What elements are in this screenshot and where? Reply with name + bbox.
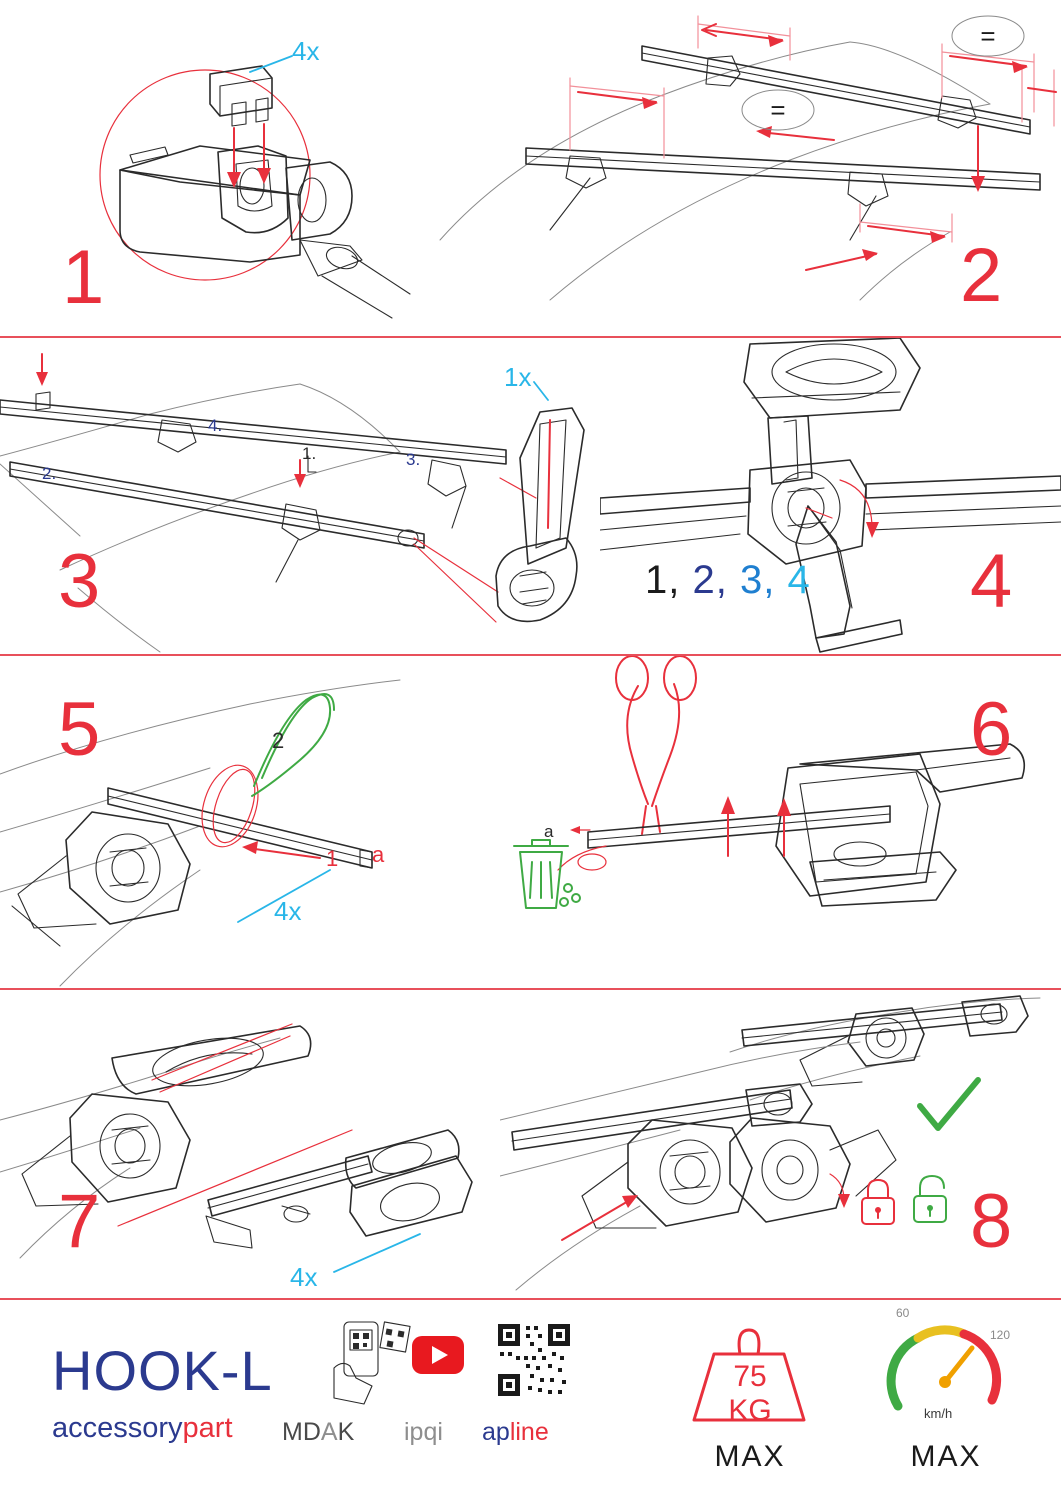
step-1-panel — [0, 0, 430, 336]
partner-mdak-c: K — [337, 1418, 355, 1446]
partner-mdak-b: A — [320, 1418, 338, 1446]
step-1-qty-label: 4x — [292, 36, 320, 66]
partner-mdak-a: MD — [282, 1418, 321, 1446]
svg-text:=: = — [980, 21, 996, 51]
step-4-sequence — [645, 558, 811, 603]
step-1-number: 1 — [62, 235, 103, 320]
qr-code-icon[interactable] — [496, 1322, 572, 1398]
tagline-accessory: accessory — [52, 1412, 183, 1444]
step-7-panel — [0, 990, 500, 1298]
speed-tick-high: 120 — [990, 1328, 1011, 1342]
step-5-panel — [0, 656, 470, 988]
step-4-number: 4 — [970, 539, 1011, 624]
seq-2: 2, — [692, 558, 728, 602]
step-3-panel — [0, 338, 600, 654]
partner-apline-a: ap — [482, 1418, 510, 1446]
step-8-number: 8 — [970, 1179, 1011, 1264]
max-load-value: 75 KG — [728, 1360, 772, 1427]
step-3-order-3: 3. — [406, 450, 421, 469]
tagline-part: part — [182, 1412, 233, 1444]
step-3-order-4: 4. — [208, 416, 223, 435]
seq-1: 1, — [645, 558, 681, 602]
step-2-panel — [430, 0, 1061, 336]
step-7-qty-label: 4x — [290, 1262, 318, 1292]
partner-ipqi: ipqi — [404, 1418, 443, 1446]
step-5-label-2: 2 — [272, 728, 285, 753]
step-8-panel — [500, 990, 1061, 1298]
youtube-icon[interactable] — [412, 1336, 464, 1374]
step-5-qty-label: 4x — [274, 896, 302, 926]
max-speed-caption: MAX — [910, 1440, 982, 1473]
step-3-qty-label: 1x — [504, 362, 532, 392]
step-3-number: 3 — [58, 539, 99, 624]
partner-apline — [482, 1418, 549, 1447]
speed-tick-low: 60 — [896, 1306, 910, 1320]
footer — [0, 1300, 1061, 1500]
partner-mdak — [282, 1418, 354, 1447]
seq-4: 4 — [787, 558, 811, 602]
step-5-number: 5 — [58, 687, 99, 772]
partner-apline-b: line — [509, 1418, 549, 1446]
step-3-order-1: 1. — [302, 444, 317, 463]
seq-3: 3, — [739, 558, 776, 602]
max-load-caption: MAX — [714, 1440, 786, 1473]
step-3-order-2: 2. — [42, 464, 57, 483]
step-4-panel — [600, 338, 1061, 654]
step-5-label-1: 1 — [326, 846, 339, 871]
brand-title: HOOK-L — [52, 1339, 273, 1402]
qr-scan-hand-icon — [318, 1320, 414, 1406]
step-6-label-a: a — [544, 822, 554, 841]
step-2-number: 2 — [960, 233, 1001, 318]
step-5-label-a: a — [372, 842, 385, 867]
step-6-panel — [470, 656, 1061, 988]
tagline — [52, 1412, 233, 1445]
svg-text:=: = — [770, 95, 786, 125]
step-6-number: 6 — [970, 687, 1011, 772]
step-7-number: 7 — [58, 1179, 99, 1264]
speed-unit: km/h — [924, 1406, 953, 1421]
